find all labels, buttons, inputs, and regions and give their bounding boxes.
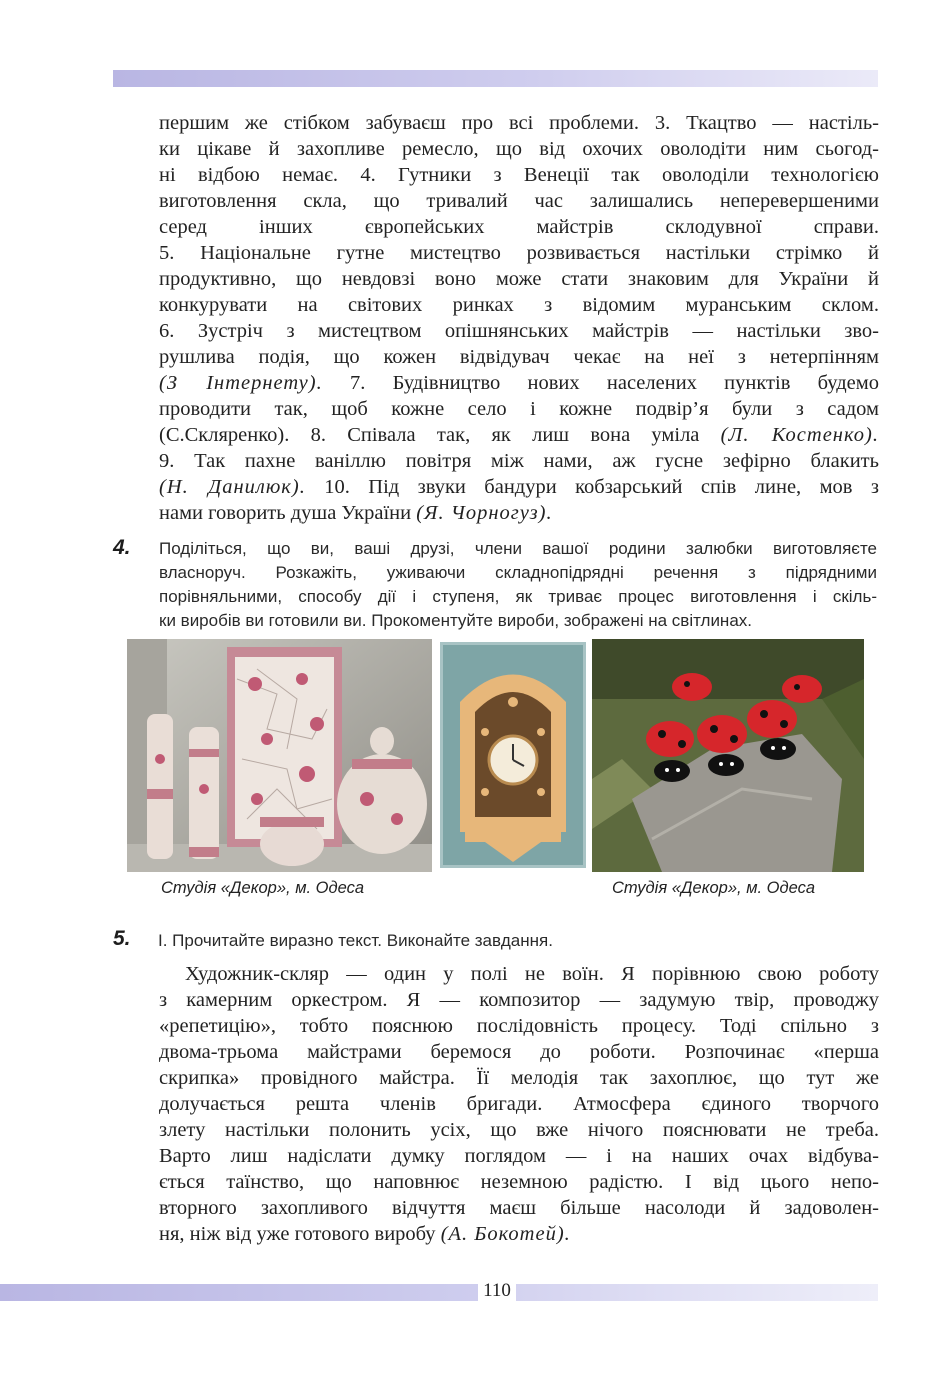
text-line: ня, ніж від уже готового виробу (А. Бокотей). (159, 1223, 571, 1245)
photo-decoupage-ceramics (127, 639, 432, 872)
text-line: продуктивно, що невдовзі воно може стати знаковим для України й (159, 268, 879, 290)
text-line: серед інших європейських майстрів склодувної справи. (159, 216, 879, 238)
page-number: 110 (483, 1280, 511, 1301)
text-line: конкурувати на світових ринках з відомим муранським склом. (159, 294, 879, 316)
ladybug-stones-image (592, 639, 864, 872)
text-line: Поділіться, що ви, ваші друзі, члени вашої родини залюбки виготовляєте (159, 539, 877, 558)
text-line: проводити так, щоб кожне село і кожне подвір’я були з садом (159, 398, 879, 420)
caption-left: Студія «Декор», м. Одеса (161, 879, 365, 897)
footer-decor-bar-left (0, 1284, 478, 1301)
task-4-text (159, 537, 877, 633)
text-line: двома-трьома майстрами беремося до роботи. Розпочинає «перша (159, 1041, 879, 1063)
text-line: Художник-скляр — один у полі не воїн. Я порівнюю свою роботу (185, 963, 879, 985)
text-line: першим же стібком забуваєш про всі проблеми. 3. Ткацтво — настіль- (159, 112, 879, 134)
text-line: «репетицію», тобто пояснюю послідовність процесу. Тоді спільно з (159, 1015, 879, 1037)
text-line: 6. Зустріч з мистецтвом опішнянських майстрів — настільки зво- (159, 320, 879, 342)
text-line: (Н. Данилюк). 10. Під звуки бандури кобзарський спів лине, мов з (159, 476, 880, 498)
text-line: ки виробів ви готовили ви. Прокоментуйте вироби, зображені на світлинах. (159, 611, 752, 630)
photo-ladybug-stones (592, 639, 864, 872)
source-citation: (А. Бокотей). (440, 1223, 571, 1245)
carved-clock-image (440, 642, 586, 868)
text-line: рушлива подія, що кожен відвідувач чекає на неї з нетерпінням (159, 346, 879, 368)
source-citation: (Н. Данилюк). (159, 476, 306, 498)
source-citation: (З Інтернету). (159, 372, 323, 394)
header-decor-bar (113, 70, 878, 87)
text-line: порівняльними, способу дії і ступеня, як триває процес виготовлення і скіль- (159, 587, 877, 606)
text-line: долучається решта членів бригади. Атмосфера єдиного творчого (159, 1093, 879, 1115)
text-line: ки цікаве й захопливе ремесло, що від охочих оволодіти ним сьогод- (159, 138, 879, 160)
task-number-5: 5. (113, 927, 131, 950)
exercise-text-continued (159, 110, 879, 526)
task-5-instruction: І. Прочитайте виразно текст. Виконайте завдання. (158, 931, 553, 950)
text-line: ні відбою немає. 4. Гутники з Венеції так оволоділи технологією (159, 164, 879, 186)
reading-text (159, 961, 879, 1247)
text-line: (С.Скляренко). 8. Співала так, як лиш вона уміла (Л. Костенко). (159, 424, 879, 446)
text-line: Варто лиш надіслати думку поглядом — і на наших очах відбува- (159, 1145, 879, 1167)
task-number-4: 4. (113, 536, 131, 559)
text-line: з камерним оркестром. Я — композитор — задумую твір, проводжу (159, 989, 879, 1011)
text-line: скрипка» провідного майстра. Її мелодія так захоплює, що тут же (159, 1067, 879, 1089)
source-citation: (Я. Чорногуз). (416, 502, 553, 524)
text-line: нами говорить душа України (Я. Чорногуз). (159, 502, 553, 524)
text-line: ється таїнство, що наповнює неземною радістю. І від цього непо- (159, 1171, 879, 1193)
footer-decor-bar-right (516, 1284, 878, 1301)
text-line: виготовлення скла, що тривалий час залишались неперевершеними (159, 190, 879, 212)
text-line: вторного захопливого відчуття маєш більше насолоди й задоволен- (159, 1197, 879, 1219)
photo-carved-clock (440, 642, 586, 868)
text-line: 5. Національне гутне мистецтво розвивається настільки стрімко й (159, 242, 879, 264)
text-line: 9. Так пахне ваніллю повітря між нами, аж гусне зефірно блакить (159, 450, 879, 472)
source-citation: (Л. Костенко). (720, 424, 879, 446)
decoupage-ceramics-image (127, 639, 432, 872)
text-line: злету настільки полонить усіх, що вже нічого пояснювати не треба. (159, 1119, 879, 1141)
text-line: (З Інтернету). 7. Будівництво нових населених пунктів будемо (159, 372, 879, 394)
text-line: власноруч. Розкажіть, уживаючи складнопідрядні речення з підрядними (159, 563, 877, 582)
caption-right: Студія «Декор», м. Одеса (612, 879, 816, 897)
